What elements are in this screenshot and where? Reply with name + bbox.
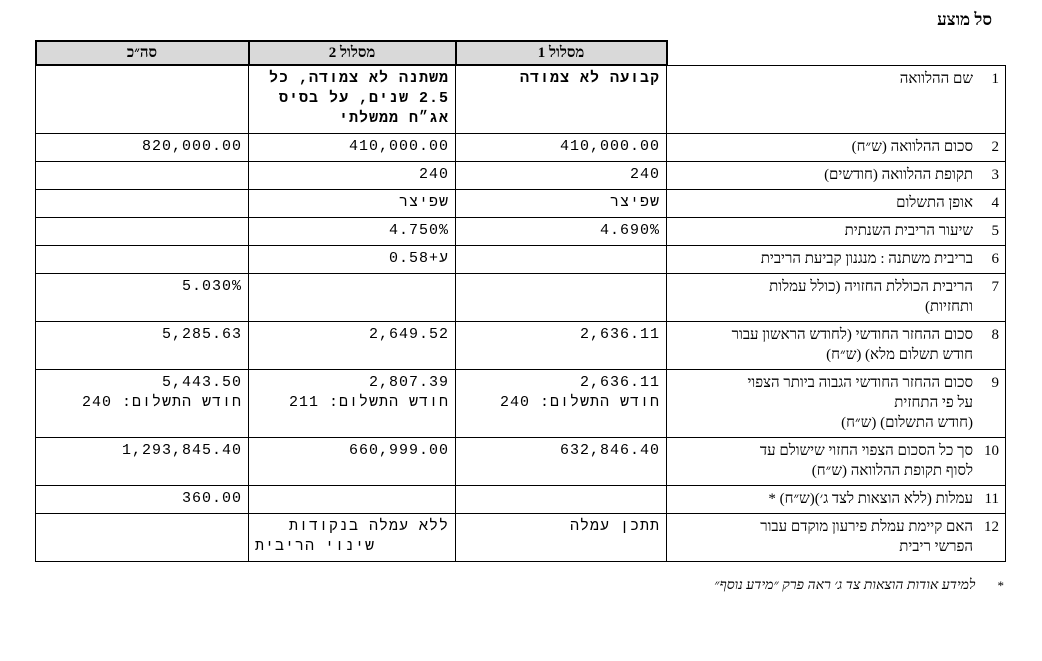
row-number: 1 [991,70,999,87]
row-label-cell [667,190,1006,218]
track2-value-cell [249,438,456,486]
value-line: חודש התשלום: 211 [288,394,449,411]
value-line: 410,000.00 [348,138,449,155]
track2-value-cell [249,134,456,162]
value-line: 2,636.11 [579,326,660,343]
row-label-cell [667,246,1006,274]
table-row [36,514,1006,562]
total-value-cell [36,162,249,190]
track1-value-cell [456,486,667,514]
track1-value-cell [456,322,667,370]
column-header-total: סה״כ [36,41,249,65]
label-line: ותחזיות) [925,299,973,315]
value-line: חודש התשלום: 240 [499,394,660,411]
track1-value-cell [456,162,667,190]
value-line: 5.030% [181,278,242,295]
label-line: חודש תשלום מלא) (ש״ח) [826,347,973,363]
value-line: 240 [629,166,660,183]
table-row [36,218,1006,246]
row-label [673,221,973,241]
row-label [673,69,973,89]
value-line: 2,649.52 [368,326,449,343]
track1-value-cell [456,514,667,562]
label-line: סכום ההלוואה (ש״ח) [851,139,973,155]
row-label [673,441,973,481]
track2-value-cell [249,322,456,370]
row-label-cell [667,370,1006,438]
label-line: שיעור הריבית השנתית [844,223,973,239]
track2-value-cell [249,65,456,134]
row-number: 8 [991,327,999,343]
track2-value-cell [249,218,456,246]
label-line: סכום ההחזר החודשי (לחודש הראשון עבור [731,327,973,343]
label-line: תקופת ההלוואה (חודשים) [824,167,973,183]
table-row [36,134,1006,162]
row-number: 2 [991,139,999,155]
row-label [673,517,973,557]
row-label [673,373,973,433]
value-line: 4.750% [388,222,449,239]
table-row [36,274,1006,322]
row-label-cell [667,162,1006,190]
total-value-cell [36,322,249,370]
total-value-cell [36,218,249,246]
total-value-cell [36,274,249,322]
label-line: סכום ההחזר החודשי הגבוה ביותר הצפוי [747,375,973,391]
header-row [36,41,1006,65]
total-value-cell [36,65,249,134]
value-line: 632,846.40 [559,442,660,459]
value-line: ללא עמלה בנקודות [288,518,449,535]
row-label-cell [667,134,1006,162]
loan-table-body [36,65,1006,562]
page-title: סל מוצע [937,10,992,29]
value-line: שפיצר [398,194,449,211]
value-line: 410,000.00 [559,138,660,155]
total-value-cell [36,190,249,218]
row-number: 6 [991,251,999,267]
value-line: קבועה לא צמודה [519,70,660,87]
value-line: 2,636.11 [579,374,660,391]
track1-value-cell [456,218,667,246]
row-label [673,489,973,509]
label-line: סך כל הסכום הצפוי החזוי שישולם עד [759,443,973,459]
row-label-cell [667,218,1006,246]
total-value-cell [36,370,249,438]
row-number: 7 [991,279,999,295]
label-line: הפרשי ריבית [899,539,973,555]
row-label-cell [667,486,1006,514]
row-label [673,325,973,365]
track1-value-cell [456,370,667,438]
column-header-track1: מסלול 1 [456,41,667,65]
row-number: 12 [984,519,999,535]
value-line: תתכן עמלה [569,518,660,535]
label-line: לסוף תקופת ההלוואה (ש״ח) [811,463,973,479]
total-value-cell [36,246,249,274]
track1-value-cell [456,190,667,218]
value-line: משתנה לא צמודה, כל [268,70,449,87]
row-number: 4 [991,195,999,211]
row-label [673,193,973,213]
row-label-cell [667,514,1006,562]
value-line: 2,807.39 [368,374,449,391]
loan-basket-table [35,40,1007,562]
value-line: 360.00 [181,490,242,507]
value-line: 2.5 שנים, על בסיס [278,90,449,107]
value-line: 1,293,845.40 [121,442,242,459]
total-value-cell [36,438,249,486]
total-value-cell [36,134,249,162]
track2-value-cell [249,486,456,514]
value-line: 5,443.50 [161,374,242,391]
label-line: בריבית משתנה : מנגנון קביעת הריבית [760,251,973,267]
row-label [673,277,973,317]
track1-value-cell [456,246,667,274]
label-line: הריבית הכוללת החזויה (כולל עמלות [769,279,973,295]
row-number: 10 [984,443,999,459]
table-row [36,246,1006,274]
footnote-text: למידע אודות הוצאות צד ג׳ ראה פרק ״מידע נוסף״ [714,578,976,593]
track1-value-cell [456,65,667,134]
total-value-cell [36,514,249,562]
row-number: 11 [984,491,999,507]
value-line: ע+0.58 [388,250,449,267]
row-number: 9 [991,375,999,391]
track1-value-cell [456,438,667,486]
table-row [36,65,1006,134]
track2-value-cell [249,370,456,438]
label-line: אופן התשלום [896,195,973,211]
row-label-cell [667,322,1006,370]
row-label [673,165,973,185]
value-line: שפיצר [609,194,660,211]
table-row [36,322,1006,370]
corner-cell [667,41,1006,65]
track2-value-cell [249,514,456,562]
label-line: עמלות (ללא הוצאות לצד ג׳)(ש״ח) * [768,491,973,507]
label-line: האם קיימת עמלת פירעון מוקדם עבור [760,519,973,535]
table-row [36,370,1006,438]
value-line: אג״ח ממשלתי [338,110,449,127]
table-row [36,438,1006,486]
track1-value-cell [456,274,667,322]
table-row [36,190,1006,218]
table-row [36,162,1006,190]
column-header-track2: מסלול 2 [249,41,456,65]
value-line: 660,999.00 [348,442,449,459]
track2-value-cell [249,274,456,322]
row-label [673,249,973,269]
total-value-cell [36,486,249,514]
value-line: 240 [418,166,449,183]
row-label [673,137,973,157]
label-line: שם ההלוואה [899,70,973,87]
row-label-cell [667,274,1006,322]
row-number: 3 [991,167,999,183]
value-line: 5,285.63 [161,326,242,343]
label-line: על פי התחזית [894,395,973,411]
value-line: חודש התשלום: 240 [81,394,242,411]
row-label-cell [667,438,1006,486]
row-number: 5 [991,223,999,239]
value-line: שינוי הריבית [255,538,376,555]
value-line: 820,000.00 [141,138,242,155]
footnote-marker: * [997,578,1004,593]
table-row [36,486,1006,514]
track2-value-cell [249,246,456,274]
footnote [31,578,1006,594]
track2-value-cell [249,162,456,190]
row-label-cell [667,65,1006,134]
value-line: 4.690% [599,222,660,239]
track1-value-cell [456,134,667,162]
label-line: (חודש התשלום) (ש״ח) [841,415,973,431]
track2-value-cell [249,190,456,218]
